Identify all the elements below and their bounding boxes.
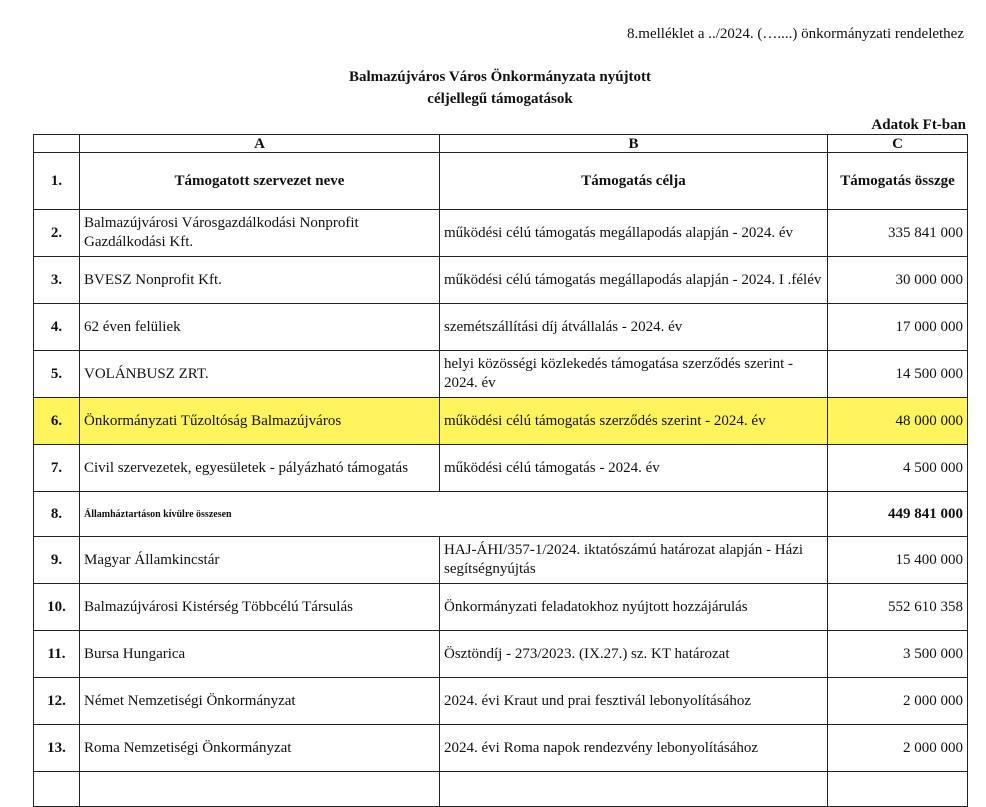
org-name: 62 éven felüliek [80, 304, 440, 351]
support-amount: 4 500 000 [828, 445, 968, 492]
corner-cell [34, 135, 80, 153]
org-name: Balmazújvárosi Kistérség Többcélú Társulás [80, 584, 440, 631]
title-line-2: céljellegű támogatások [427, 91, 573, 107]
header-purpose: Támogatás célja [440, 153, 828, 210]
table-row [34, 537, 968, 584]
header-name: Támogatott szervezet neve [80, 153, 440, 210]
row-number [34, 772, 80, 807]
table-row [34, 210, 968, 257]
support-purpose: szemétszállítási díj átvállalás - 2024. év [440, 304, 828, 351]
subtotal-amount: 449 841 000 [828, 492, 968, 537]
row-number: 8. [34, 492, 80, 537]
org-name: Civil szervezetek, egyesületek - pályázható támogatás [80, 445, 440, 492]
support-purpose: Ösztöndíj - 273/2023. (IX.27.) sz. KT határozat [440, 631, 828, 678]
org-name: Önkormányzati Tűzoltóság Balmazújváros [80, 398, 440, 445]
support-amount: 17 000 000 [828, 304, 968, 351]
cut-off-table-row [34, 772, 968, 807]
row-number: 5. [34, 351, 80, 398]
org-name: Bursa Hungarica [80, 631, 440, 678]
table-row [34, 257, 968, 304]
org-name: Roma Nemzetiségi Önkormányzat [80, 725, 440, 772]
org-name: Magyar Államkincstár [80, 537, 440, 584]
row-number: 9. [34, 537, 80, 584]
row-number: 1. [34, 153, 80, 210]
row-number: 10. [34, 584, 80, 631]
support-amount: 14 500 000 [828, 351, 968, 398]
support-purpose: helyi közösségi közlekedés támogatása szerződés szerint - 2024. év [440, 351, 828, 398]
row-number: 2. [34, 210, 80, 257]
support-table [33, 134, 968, 807]
support-amount: 15 400 000 [828, 537, 968, 584]
table-row [34, 584, 968, 631]
row-number: 4. [34, 304, 80, 351]
header-row [34, 153, 968, 210]
annex-reference: 8.melléklet a ../2024. (…....) önkormányzati rendelethez [627, 26, 964, 42]
table-row [34, 678, 968, 725]
column-letter-row [34, 135, 968, 153]
support-amount: 2 000 000 [828, 725, 968, 772]
highlighted-table-row [34, 398, 968, 445]
row-number: 6. [34, 398, 80, 445]
title-line-1: Balmazújváros Város Önkormányzata nyújtott [348, 69, 652, 85]
org-name: BVESZ Nonprofit Kft. [80, 257, 440, 304]
support-purpose [440, 772, 828, 807]
org-name [80, 772, 440, 807]
support-purpose: működési célú támogatás szerződés szerint - 2024. év [440, 398, 828, 445]
table-row [34, 631, 968, 678]
column-letter-c: C [828, 135, 968, 153]
table-row [34, 445, 968, 492]
row-number: 7. [34, 445, 80, 492]
support-purpose: HAJ-ÁHI/357-1/2024. iktatószámú határozat alapján - Házi segítségnyújtás [440, 537, 828, 584]
support-purpose: 2024. évi Roma napok rendezvény lebonyolításához [440, 725, 828, 772]
unit-note: Adatok Ft-ban [871, 117, 966, 133]
support-purpose: működési célú támogatás megállapodás alapján - 2024. I .félév [440, 257, 828, 304]
org-name: Német Nemzetiségi Önkormányzat [80, 678, 440, 725]
document-title [0, 66, 986, 110]
support-amount: 335 841 000 [828, 210, 968, 257]
support-purpose: 2024. évi Kraut und prai fesztivál lebonyolításához [440, 678, 828, 725]
support-amount: 30 000 000 [828, 257, 968, 304]
support-amount [828, 772, 968, 807]
column-letter-b: B [440, 135, 828, 153]
support-amount: 3 500 000 [828, 631, 968, 678]
support-amount: 48 000 000 [828, 398, 968, 445]
support-amount: 2 000 000 [828, 678, 968, 725]
table-row [34, 725, 968, 772]
support-purpose: Önkormányzati feladatokhoz nyújtott hozzájárulás [440, 584, 828, 631]
row-number: 13. [34, 725, 80, 772]
row-number: 3. [34, 257, 80, 304]
table-row [34, 351, 968, 398]
column-letter-a: A [80, 135, 440, 153]
support-purpose: működési célú támogatás - 2024. év [440, 445, 828, 492]
org-name: VOLÁNBUSZ ZRT. [80, 351, 440, 398]
org-name: Balmazújvárosi Városgazdálkodási Nonprofit Gazdálkodási Kft. [80, 210, 440, 257]
support-amount: 552 610 358 [828, 584, 968, 631]
table-row [34, 304, 968, 351]
row-number: 12. [34, 678, 80, 725]
support-purpose: működési célú támogatás megállapodás alapján - 2024. év [440, 210, 828, 257]
header-amount: Támogatás összge [828, 153, 968, 210]
subtotal-row [34, 492, 968, 537]
row-number: 11. [34, 631, 80, 678]
subtotal-label: Államháztartáson kívülre összesen [80, 492, 828, 537]
